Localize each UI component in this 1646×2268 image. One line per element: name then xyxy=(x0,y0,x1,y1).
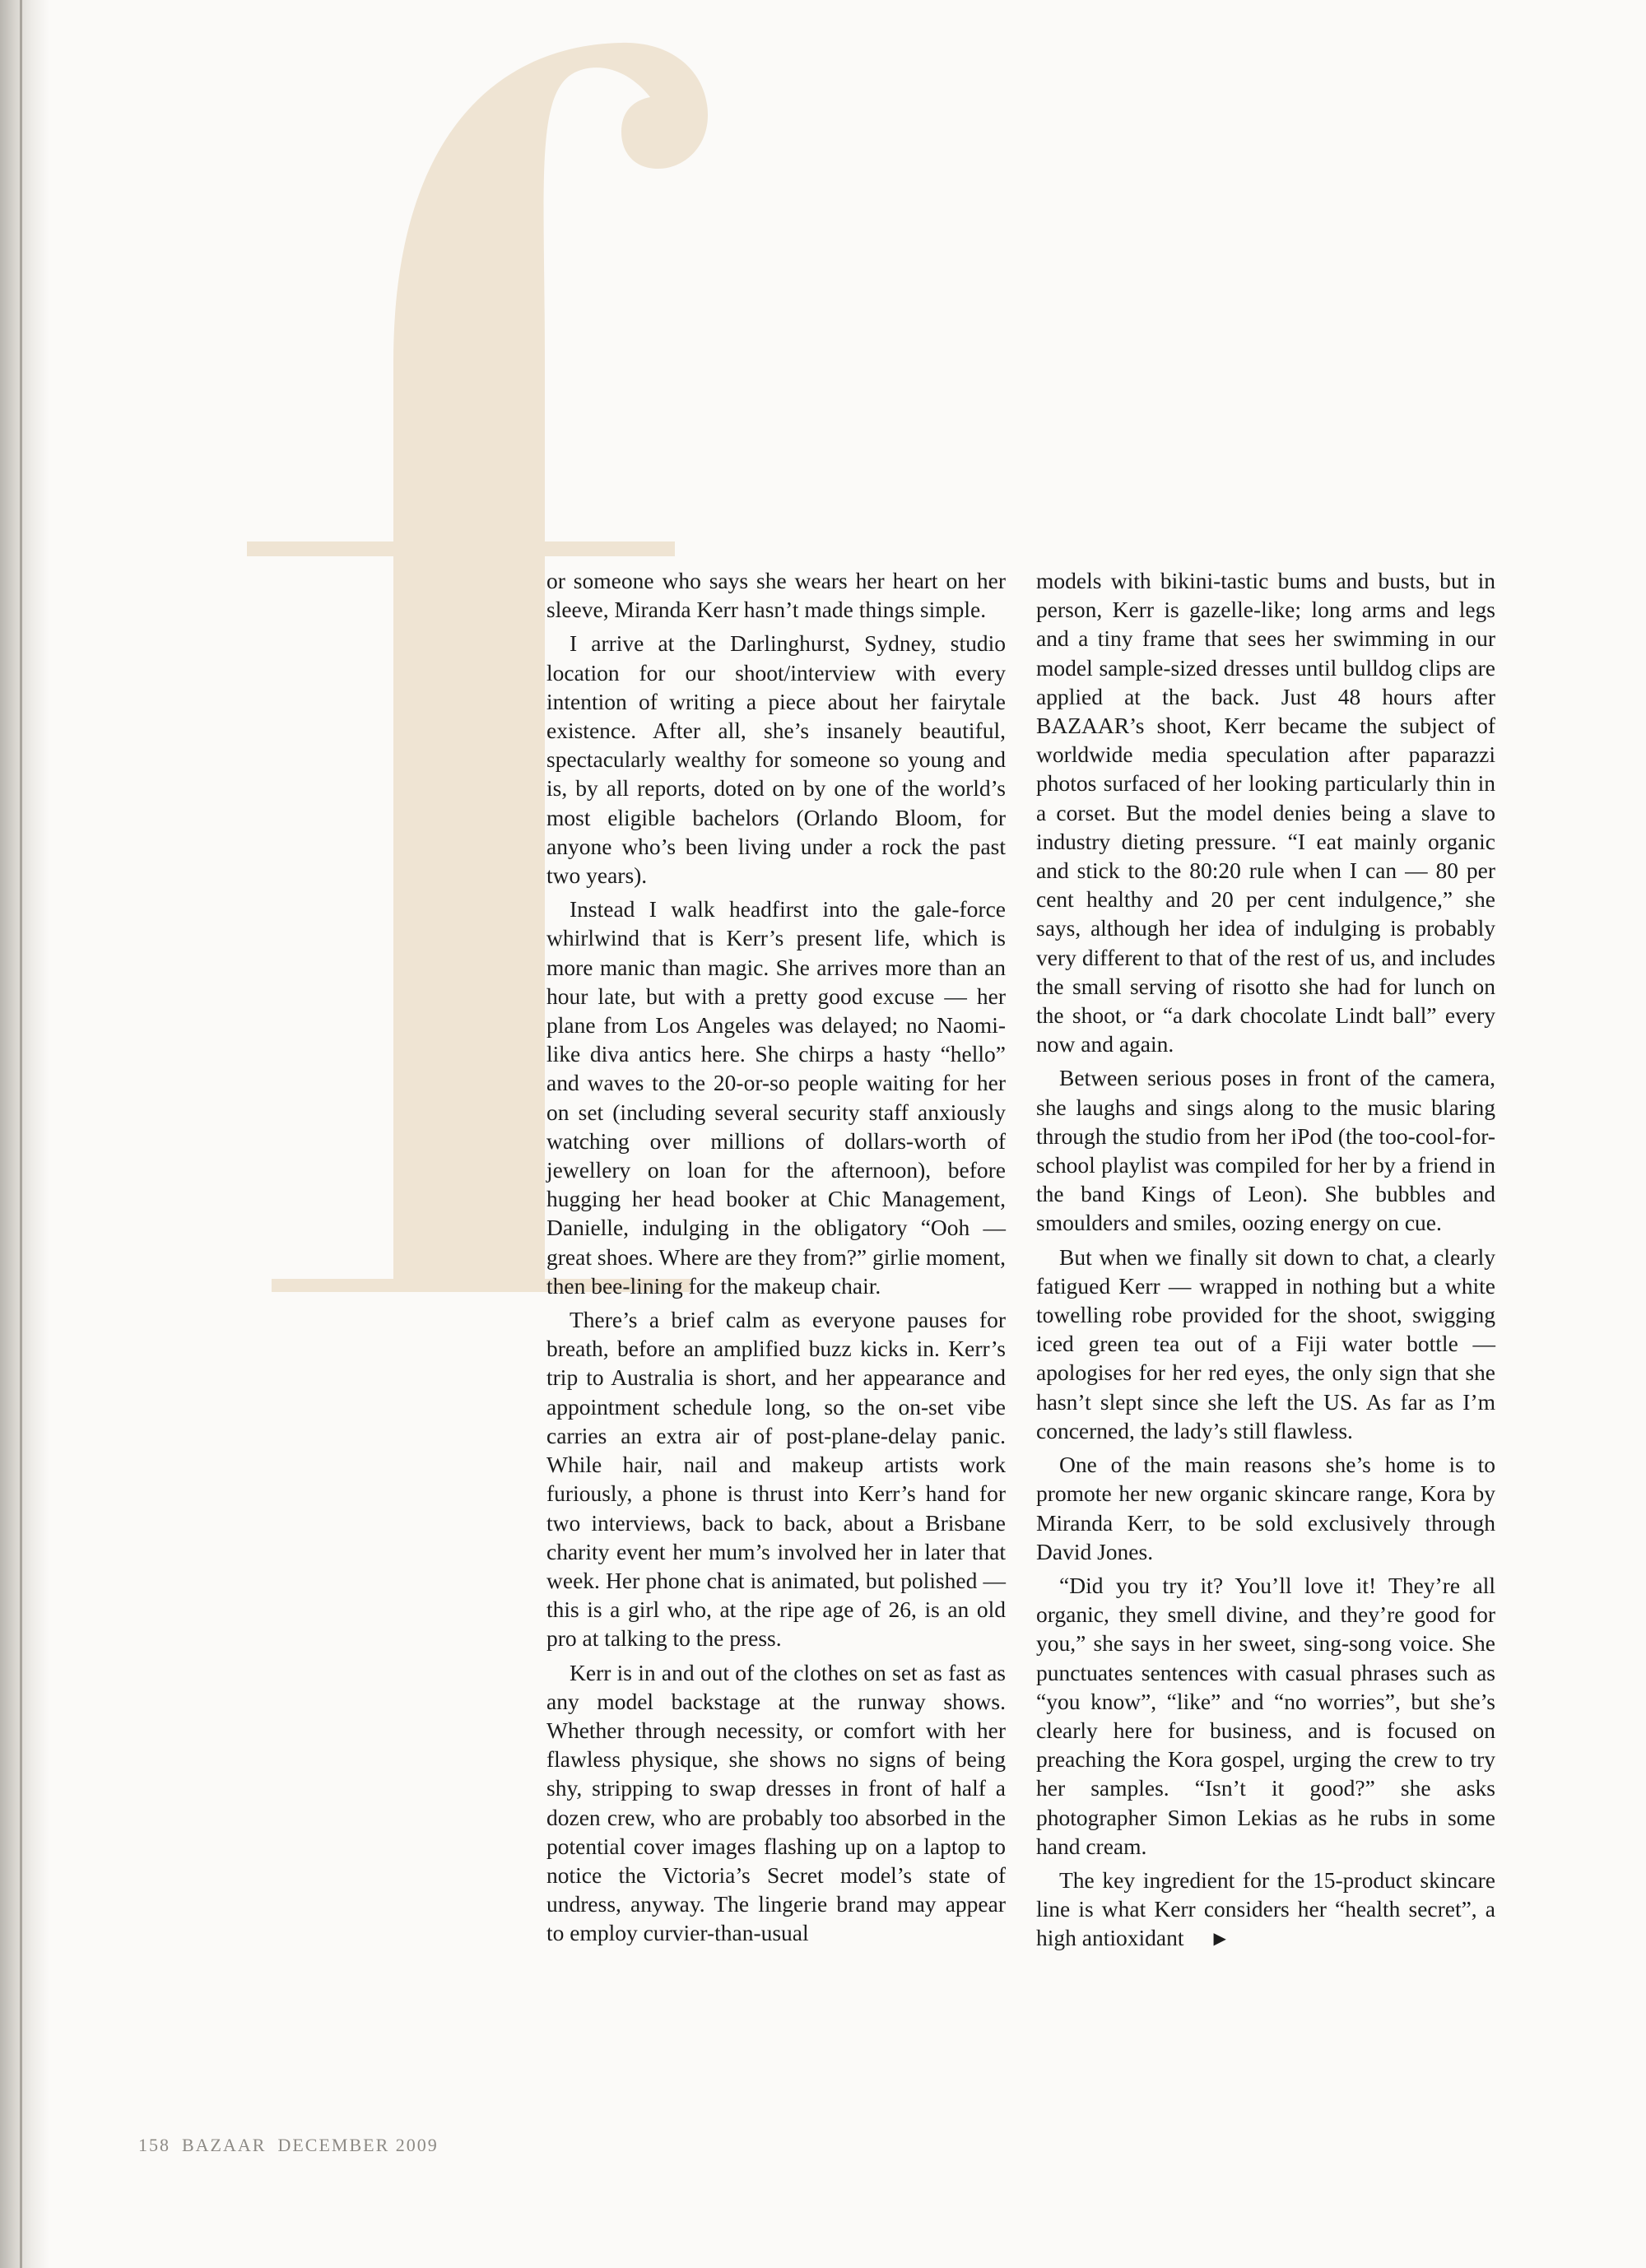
paragraph-8: But when we finally sit down to chat, a clearly fatigued Kerr — wrapped in nothing but a white towelling robe provided for the shoot, swigging iced green tea out of a Fiji water bottle — apologises for her red eyes, the only sign that she hasn’t slept since she left the US. As far as I’m concerned, the lady’s still flawless. xyxy=(1036,1243,1495,1443)
paragraph-9: One of the main reasons she’s home is to promote her new organic skincare range, Kora by Miranda Kerr, to be sold exclusively through David Jones. xyxy=(1036,1452,1495,1564)
article-column-left xyxy=(546,566,1006,1953)
paragraph-11-text: The key ingredient for the 15-product skincare line is what Kerr considers her “health secret”, a high antioxidant xyxy=(1036,1866,1495,1951)
page-number: 158 xyxy=(138,2135,170,2155)
binding-line xyxy=(20,0,22,2268)
paragraph-6: models with bikini-tastic bums and busts, but in person, Kerr is gazelle-like; long arms and legs and a tiny frame that sees her swimming in our model sample-sized dresses until bulldog clips are applied at the back. Just 48 hours after BAZAAR’s shoot, Kerr became the subject of worldwide media speculation after paparazzi photos surfaced of her looking particularly thin in a corset. But the model denies being a slave to industry dieting pressure. “I eat mainly organic and stick to the 80:20 rule when I can — 80 per cent healthy and 20 per cent indulgence,” she says, although her idea of indulging is probably very different to that of the rest of us, and includes the small serving of risotto she had for lunch on the shoot, or “a dark chocolate Lindt ball” every now and again. xyxy=(1036,568,1495,1057)
page-footer xyxy=(138,2135,450,2156)
paragraph-7: Between serious poses in front of the camera, she laughs and sings along to the music blaring through the studio from her iPod (the too-cool-for-school playlist was compiled for her by a friend in the band Kings of Leon). She bubbles and smoulders and smiles, oozing energy on cue. xyxy=(1036,1065,1495,1236)
continue-arrow-icon: ▶ xyxy=(1213,1930,1226,1949)
paragraph-4: There’s a brief calm as everyone pauses for breath, before an amplified buzz kicks in. Kerr’s trip to Australia is short, and her appearance and appointment schedule long, so the on-set vibe carries an extra air of post-plane-delay panic. While hair, nail and makeup artists work furiously, a phone is thrust into Kerr’s hand for two interviews, back to back, about a Brisbane charity event her mum’s involved her in later that week. Her phone chat is animated, but polished — this is a girl who, at the ripe age of 26, is an old pro at talking to the press. xyxy=(546,1307,1006,1652)
paragraph-1: or someone who says she wears her heart on her sleeve, Miranda Kerr hasn’t made things simple. xyxy=(546,568,1006,623)
page-gutter-shadow xyxy=(0,0,49,2268)
paragraph-10: “Did you try it? You’ll love it! They’re all organic, they smell divine, and they’re good for you,” she says in her sweet, sing-song voice. She punctuates sentences with casual phrases such as “you know”, “like” and “no worries”, but she’s clearly here for business, and is focused on preaching the Kora gospel, urging the crew to try her samples. “Isn’t it good?” she asks photographer Simon Lekias as he rubs in some hand cream. xyxy=(1036,1572,1495,1859)
issue-date: DECEMBER 2009 xyxy=(277,2135,439,2155)
drop-cap-crossbar xyxy=(247,541,675,556)
paragraph-2: I arrive at the Darlinghurst, Sydney, studio location for our shoot/interview with every intention of writing a piece about her fairytale existence. After all, she’s insanely beautiful, spectacularly wealthy for someone so young and is, by all reports, doted on by one of the world’s most eligible bachelors (Orlando Bloom, for anyone who’s been living under a rock the past two years). xyxy=(546,630,1006,889)
magazine-name: BAZAAR xyxy=(182,2135,267,2155)
paragraph-3: Instead I walk headfirst into the gale-force whirlwind that is Kerr’s present life, which is more manic than magic. She arrives more than an hour late, but with a pretty good excuse — her plane from Los Angeles was delayed; no Naomi-like diva antics here. She chirps a hasty “hello” and waves to the 20-or-so people waiting for her on set (including several security staff anxiously watching over millions of dollars-worth of jewellery on loan for the afternoon), before hugging her head booker at Chic Management, Danielle, indulging in the obligatory “Ooh — great shoes. Where are they from?” girlie moment, then bee-lining for the makeup chair. xyxy=(546,896,1006,1299)
article-column-right xyxy=(1036,566,1495,1959)
paragraph-5: Kerr is in and out of the clothes on set as fast as any model backstage at the runway shows. Whether through necessity, or comfort with her flawless physique, she shows no signs of being shy, stripping to swap dresses in front of half a dozen crew, who are probably too absorbed in the potential cover images flashing up on a laptop to notice the Victoria’s Secret model’s state of undress, anyway. The lingerie brand may appear to employ curvier-than-usual xyxy=(546,1659,1006,1946)
paragraph-11 xyxy=(1036,1866,1495,1954)
